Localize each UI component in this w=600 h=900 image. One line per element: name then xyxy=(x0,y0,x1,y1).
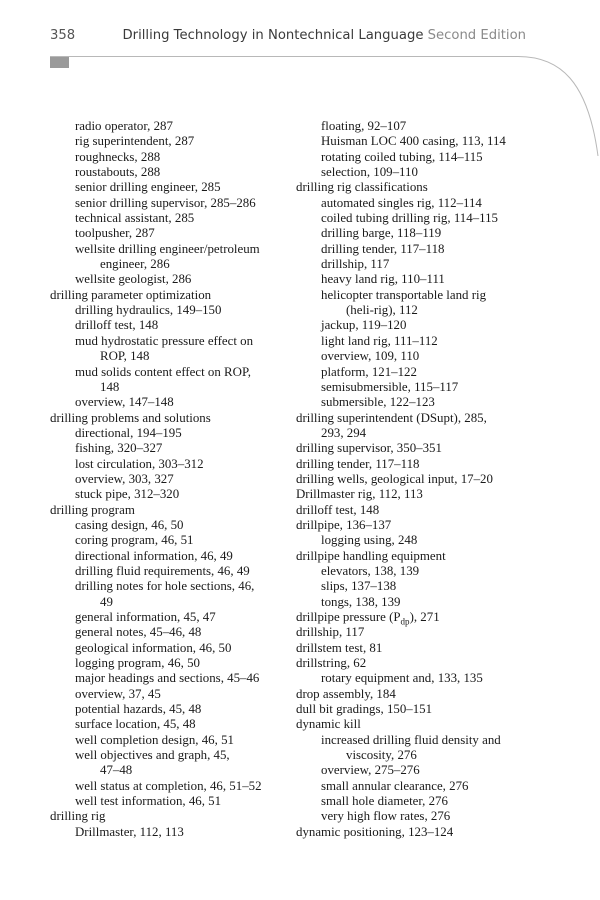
entry-text: drilloff test, 148 xyxy=(296,502,380,517)
entry-text: small hole diameter, 276 xyxy=(321,794,448,809)
entry-text: directional, 194–195 xyxy=(75,425,182,440)
entry-text: major headings and sections, 45–46 xyxy=(75,671,260,686)
index-subentry xyxy=(75,318,282,333)
index-subentry xyxy=(75,365,282,396)
index-subentry xyxy=(321,794,536,809)
entry-text: well objectives and graph, 45, xyxy=(75,748,230,763)
index-subentry xyxy=(75,334,282,365)
index-subentry xyxy=(321,395,536,410)
entry-text: senior drilling engineer, 285 xyxy=(75,180,221,195)
entry-text: dull bit gradings, 150–151 xyxy=(296,702,433,717)
index-subentry xyxy=(75,518,282,533)
index-subentry xyxy=(321,779,536,794)
entry-text: drilloff test, 148 xyxy=(75,318,159,333)
index-subentry xyxy=(321,671,536,686)
entry-text: drillstem test, 81 xyxy=(296,640,383,655)
index-subentry xyxy=(75,119,282,134)
entry-text: drillpipe handling equipment xyxy=(296,548,446,563)
entry-text-continued: 293, 294 xyxy=(321,425,367,440)
entry-text: Drillmaster, 112, 113 xyxy=(75,824,184,839)
index-subentry xyxy=(75,150,282,165)
index-subentry xyxy=(75,625,282,640)
entry-text: drillship, 117 xyxy=(321,257,390,272)
index-main-entry xyxy=(296,641,536,656)
index-subentry xyxy=(75,487,282,502)
index-main-entry xyxy=(50,503,282,518)
entry-text: coiled tubing drilling rig, 114–115 xyxy=(321,211,498,226)
page-number: 358 xyxy=(50,28,76,43)
entry-text: drilling barge, 118–119 xyxy=(321,226,442,241)
entry-text: technical assistant, 285 xyxy=(75,211,195,226)
entry-text: radio operator, 287 xyxy=(75,119,173,133)
entry-text: stuck pipe, 312–320 xyxy=(75,487,180,502)
index-main-entry xyxy=(296,441,536,456)
entry-text-continued: engineer, 286 xyxy=(100,257,170,272)
index-subentry xyxy=(75,671,282,686)
index-subentry xyxy=(75,656,282,671)
entry-text: Huisman LOC 400 casing, 113, 114 xyxy=(321,134,506,149)
index-subentry xyxy=(321,334,536,349)
entry-text: lost circulation, 303–312 xyxy=(75,456,204,471)
index-main-entry xyxy=(296,625,536,640)
entry-text: drillpipe, 136–137 xyxy=(296,517,392,532)
entry-text: overview, 37, 45 xyxy=(75,686,161,701)
index-subentry xyxy=(321,763,536,778)
entry-text: drilling tender, 117–118 xyxy=(296,456,420,471)
entry-text: drilling supervisor, 350–351 xyxy=(296,441,442,456)
index-subentry xyxy=(75,441,282,456)
entry-text: fishing, 320–327 xyxy=(75,441,163,456)
entry-text: potential hazards, 45, 48 xyxy=(75,702,202,717)
index-subentry xyxy=(321,196,536,211)
entry-text: jackup, 119–120 xyxy=(321,318,407,333)
entry-text: surface location, 45, 48 xyxy=(75,717,196,732)
entry-text: semisubmersible, 115–117 xyxy=(321,379,459,394)
entry-text: light land rig, 111–112 xyxy=(321,333,438,348)
index-main-entry xyxy=(296,549,536,564)
index-subentry xyxy=(321,349,536,364)
index-subentry xyxy=(75,272,282,287)
entry-text: dynamic kill xyxy=(296,717,361,732)
entry-text: overview, 275–276 xyxy=(321,763,420,778)
entry-text: drilling notes for hole sections, 46, xyxy=(75,579,255,594)
index-subentry xyxy=(321,242,536,257)
entry-text: roughnecks, 288 xyxy=(75,149,161,164)
index-subentry xyxy=(75,426,282,441)
book-title-text: Drilling Technology in Nontechnical Language xyxy=(122,28,424,43)
index-subentry xyxy=(75,457,282,472)
index-subentry xyxy=(75,134,282,149)
index-main-entry xyxy=(296,457,536,472)
entry-text: wellsite drilling engineer/petroleum xyxy=(75,241,260,256)
index-main-entry xyxy=(50,809,282,824)
entry-text: general notes, 45–46, 48 xyxy=(75,625,202,640)
index-subentry xyxy=(75,702,282,717)
entry-text: dynamic positioning, 123–124 xyxy=(296,824,454,839)
index-subentry xyxy=(75,564,282,579)
entry-text: roustabouts, 288 xyxy=(75,165,161,180)
index-subentry xyxy=(75,579,282,610)
entry-text: senior drilling supervisor, 285–286 xyxy=(75,195,256,210)
index-main-entry xyxy=(50,411,282,426)
index-subentry xyxy=(75,779,282,794)
index-subentry xyxy=(75,211,282,226)
index-subentry xyxy=(75,794,282,809)
index-main-entry xyxy=(296,472,536,487)
entry-text: directional information, 46, 49 xyxy=(75,548,233,563)
entry-text: overview, 303, 327 xyxy=(75,471,174,486)
entry-text: well status at completion, 46, 51–52 xyxy=(75,778,262,793)
entry-text-continued: 148 xyxy=(100,379,120,394)
entry-text: drilling fluid requirements, 46, 49 xyxy=(75,563,250,578)
entry-text: Drillmaster rig, 112, 113 xyxy=(296,487,423,502)
index-subentry xyxy=(75,733,282,748)
index-subentry xyxy=(321,318,536,333)
index-subentry xyxy=(321,809,536,824)
index-subentry xyxy=(75,641,282,656)
entry-text: well completion design, 46, 51 xyxy=(75,732,234,747)
entry-text: very high flow rates, 276 xyxy=(321,809,451,824)
entry-text: rig superintendent, 287 xyxy=(75,134,195,149)
index-subentry xyxy=(75,180,282,195)
entry-text: rotating coiled tubing, 114–115 xyxy=(321,149,483,164)
entry-text: drilling parameter optimization xyxy=(50,287,212,302)
entry-text: tongs, 138, 139 xyxy=(321,594,401,609)
index-main-entry xyxy=(296,717,536,732)
index-subentry xyxy=(75,687,282,702)
entry-text: heavy land rig, 110–111 xyxy=(321,272,445,287)
entry-text: logging using, 248 xyxy=(321,533,418,548)
entry-text: geological information, 46, 50 xyxy=(75,640,232,655)
index-main-entry xyxy=(50,288,282,303)
entry-text: coring program, 46, 51 xyxy=(75,533,194,548)
index-main-entry xyxy=(296,518,536,533)
entry-text: drilling wells, geological input, 17–20 xyxy=(296,471,493,486)
entry-text: drillship, 117 xyxy=(296,625,365,640)
index-subentry xyxy=(321,119,536,134)
entry-text-continued: viscosity, 276 xyxy=(346,748,417,763)
index-subentry xyxy=(321,211,536,226)
index-subentry xyxy=(75,472,282,487)
edition-label: Second Edition xyxy=(427,28,526,43)
entry-text: drilling problems and solutions xyxy=(50,410,211,425)
index-subentry xyxy=(321,733,536,764)
index-subentry xyxy=(321,380,536,395)
entry-text: automated singles rig, 112–114 xyxy=(321,195,482,210)
entry-text: drop assembly, 184 xyxy=(296,686,396,701)
entry-text: drilling superintendent (DSupt), 285, xyxy=(296,410,487,425)
index-column-left xyxy=(50,119,282,840)
index-main-entry xyxy=(296,411,536,442)
index-main-entry xyxy=(296,702,536,717)
index-subentry xyxy=(75,196,282,211)
index-subentry xyxy=(75,748,282,779)
entry-text: well test information, 46, 51 xyxy=(75,794,222,809)
index-subentry xyxy=(321,365,536,380)
index-subentry xyxy=(321,134,536,149)
index-subentry xyxy=(75,395,282,410)
index-subentry xyxy=(75,610,282,625)
entry-text: slips, 137–138 xyxy=(321,579,397,594)
index-subentry xyxy=(321,564,536,579)
entry-text: helicopter transportable land rig xyxy=(321,287,487,302)
index-subentry xyxy=(321,579,536,594)
index-subentry xyxy=(75,549,282,564)
entry-text: overview, 147–148 xyxy=(75,395,174,410)
entry-text: overview, 109, 110 xyxy=(321,349,420,364)
entry-text: mud solids content effect on ROP, xyxy=(75,364,251,379)
entry-text: rotary equipment and, 133, 135 xyxy=(321,671,483,686)
entry-text-continued: 47–48 xyxy=(100,763,133,778)
running-head xyxy=(50,28,526,48)
entry-text: drilling hydraulics, 149–150 xyxy=(75,303,222,318)
index-subentry xyxy=(75,533,282,548)
index-subentry xyxy=(321,288,536,319)
entry-text: floating, 92–107 xyxy=(321,119,407,133)
entry-text: selection, 109–110 xyxy=(321,165,418,180)
index-main-entry xyxy=(296,487,536,502)
index-subentry xyxy=(321,595,536,610)
entry-text: toolpusher, 287 xyxy=(75,226,155,241)
entry-text: wellsite geologist, 286 xyxy=(75,272,192,287)
entry-text: drilling program xyxy=(50,502,135,517)
index-subentry xyxy=(321,272,536,287)
entry-text: submersible, 122–123 xyxy=(321,395,435,410)
entry-text: drilling rig classifications xyxy=(296,180,428,195)
index-main-entry xyxy=(296,503,536,518)
index-subentry xyxy=(75,825,282,840)
index-subentry xyxy=(75,226,282,241)
index-subentry xyxy=(321,165,536,180)
entry-text: elevators, 138, 139 xyxy=(321,563,420,578)
index-subentry xyxy=(75,165,282,180)
index-main-entry xyxy=(296,656,536,671)
entry-text-continued: (heli-rig), 112 xyxy=(346,303,418,318)
book-title xyxy=(123,28,526,43)
entry-text: mud hydrostatic pressure effect on xyxy=(75,333,254,348)
entry-text: casing design, 46, 50 xyxy=(75,517,184,532)
index-subentry xyxy=(75,303,282,318)
index-main-entry: drillpipe pressure $(P_{dp})$, 271 xyxy=(296,610,440,627)
index-subentry xyxy=(75,242,282,273)
entry-text: logging program, 46, 50 xyxy=(75,656,200,671)
index-subentry xyxy=(321,226,536,241)
index-subentry xyxy=(321,150,536,165)
index-main-entry xyxy=(296,180,536,195)
entry-text: drilling rig xyxy=(50,809,106,824)
entry-text-continued: 49 xyxy=(100,594,113,609)
entry-text: increased drilling fluid density and xyxy=(321,732,501,747)
index-column-right xyxy=(296,119,536,840)
index-subentry xyxy=(321,257,536,272)
entry-text: small annular clearance, 276 xyxy=(321,778,469,793)
index-subentry xyxy=(321,533,536,548)
index-subentry xyxy=(75,717,282,732)
index-main-entry xyxy=(296,825,536,840)
index-main-entry xyxy=(296,687,536,702)
entry-text: general information, 45, 47 xyxy=(75,610,216,624)
entry-text: platform, 121–122 xyxy=(321,364,417,379)
entry-text: drillstring, 62 xyxy=(296,656,367,671)
entry-text: drilling tender, 117–118 xyxy=(321,241,445,256)
entry-text-continued: ROP, 148 xyxy=(100,349,150,364)
